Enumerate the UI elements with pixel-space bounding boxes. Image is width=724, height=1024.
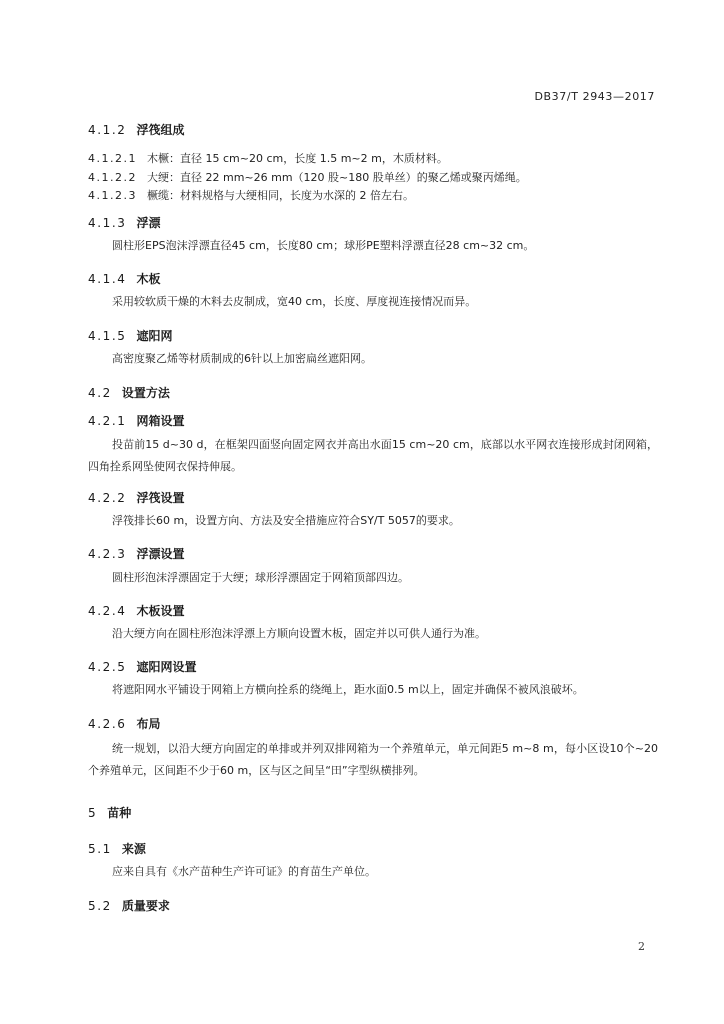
- heading-number: 5.2: [88, 899, 112, 913]
- heading-4-1-4: [88, 270, 161, 287]
- heading-title: 网箱设置: [136, 414, 185, 428]
- clause-text: 橛缆：材料规格与大绠相同，长度为水深的 2 倍左右。: [146, 189, 414, 202]
- heading-5: [88, 804, 131, 821]
- heading-4-2-4: [88, 602, 185, 619]
- heading-4-2-3: [88, 545, 185, 562]
- heading-number: 4.1.2: [88, 123, 127, 137]
- heading-number: 4.2.3: [88, 547, 127, 561]
- document-code: DB37/T 2943—2017: [534, 90, 655, 103]
- heading-4-1-3: [88, 214, 161, 231]
- heading-number: 5: [88, 806, 98, 820]
- heading-title: 遮阳网: [136, 329, 173, 343]
- heading-number: 4.2.4: [88, 604, 127, 618]
- paragraph-4-1-5: 高密度聚乙烯等材质制成的6针以上加密扁丝遮阳网。: [112, 352, 372, 365]
- heading-title: 遮阳网设置: [136, 660, 197, 674]
- heading-number: 4.2.6: [88, 717, 127, 731]
- paragraph-4-2-2: 浮筏排长60 m，设置方向、方法及安全措施应符合SY/T 5057的要求。: [112, 514, 460, 527]
- heading-title: 木板: [136, 272, 161, 286]
- clause-4-1-2-1: [88, 150, 448, 166]
- heading-number: 4.1.4: [88, 272, 127, 286]
- heading-number: 4.2.2: [88, 491, 127, 505]
- heading-4-1-5: [88, 327, 173, 344]
- clause-4-1-2-3: [88, 187, 414, 203]
- heading-title: 来源: [121, 842, 146, 856]
- clause-number: 4.1.2.1: [88, 152, 137, 165]
- heading-title: 质量要求: [121, 899, 170, 913]
- heading-number: 4.2: [88, 386, 112, 400]
- paragraph-4-2-1: 投苗前15 d~30 d，在框架四面竖向固定网衣并高出水面15 cm~20 cm，底部以水平网衣连接形成封闭网箱，四角拴系网坠使网衣保持伸展。: [88, 438, 658, 473]
- heading-4-2-2: [88, 489, 185, 506]
- heading-title: 浮漂设置: [136, 547, 185, 561]
- heading-number: 5.1: [88, 842, 112, 856]
- heading-title: 设置方法: [121, 386, 170, 400]
- heading-4-2-6: [88, 715, 161, 732]
- heading-title: 浮漂: [136, 216, 161, 230]
- heading-5-2: [88, 897, 170, 914]
- page-number: 2: [638, 940, 645, 953]
- heading-4-2-5: [88, 658, 197, 675]
- heading-number: 4.1.5: [88, 329, 127, 343]
- heading-4-2-1: [88, 412, 185, 429]
- paragraph-5-1: 应来自具有《水产苗种生产许可证》的育苗生产单位。: [112, 865, 376, 878]
- heading-number: 4.2.1: [88, 414, 127, 428]
- heading-title: 苗种: [107, 806, 132, 820]
- heading-number: 4.2.5: [88, 660, 127, 674]
- heading-5-1: [88, 840, 146, 857]
- paragraph-4-1-4: 采用较软质干燥的木料去皮制成，宽40 cm，长度、厚度视连接情况而异。: [112, 295, 477, 308]
- paragraph-4-2-3: 圆柱形泡沫浮漂固定于大绠；球形浮漂固定于网箱顶部四边。: [112, 571, 409, 584]
- clause-text: 大绠：直径 22 mm~26 mm（120 股~180 股单丝）的聚乙烯或聚丙烯绳。: [146, 171, 527, 184]
- clause-4-1-2-2: [88, 169, 527, 185]
- heading-title: 浮筏设置: [136, 491, 185, 505]
- paragraph-4-2-6: 统一规划，以沿大绠方向固定的单排或并列双排网箱为一个养殖单元，单元间距5 m~8 m，每小区设10个~20个养殖单元，区间距不少于60 m，区与区之间呈“田”字型纵横排列。: [88, 742, 658, 777]
- heading-number: 4.1.3: [88, 216, 127, 230]
- clause-number: 4.1.2.3: [88, 189, 137, 202]
- clause-text: 木橛：直径 15 cm~20 cm，长度 1.5 m~2 m，木质材料。: [146, 152, 448, 165]
- paragraph-4-1-3: 圆柱形EPS泡沫浮漂直径45 cm，长度80 cm；球形PE塑料浮漂直径28 cm~32 cm。: [112, 239, 535, 252]
- heading-title: 浮筏组成: [136, 123, 185, 137]
- heading-4-1-2: [88, 121, 185, 138]
- heading-4-2: [88, 384, 170, 401]
- paragraph-4-2-5: 将遮阳网水平铺设于网箱上方横向拴系的绕绳上，距水面0.5 m以上，固定并确保不被风浪破坏。: [112, 683, 584, 696]
- paragraph-4-2-4: 沿大绠方向在圆柱形泡沫浮漂上方顺向设置木板，固定并以可供人通行为准。: [112, 627, 486, 640]
- clause-number: 4.1.2.2: [88, 171, 137, 184]
- heading-title: 木板设置: [136, 604, 185, 618]
- heading-title: 布局: [136, 717, 161, 731]
